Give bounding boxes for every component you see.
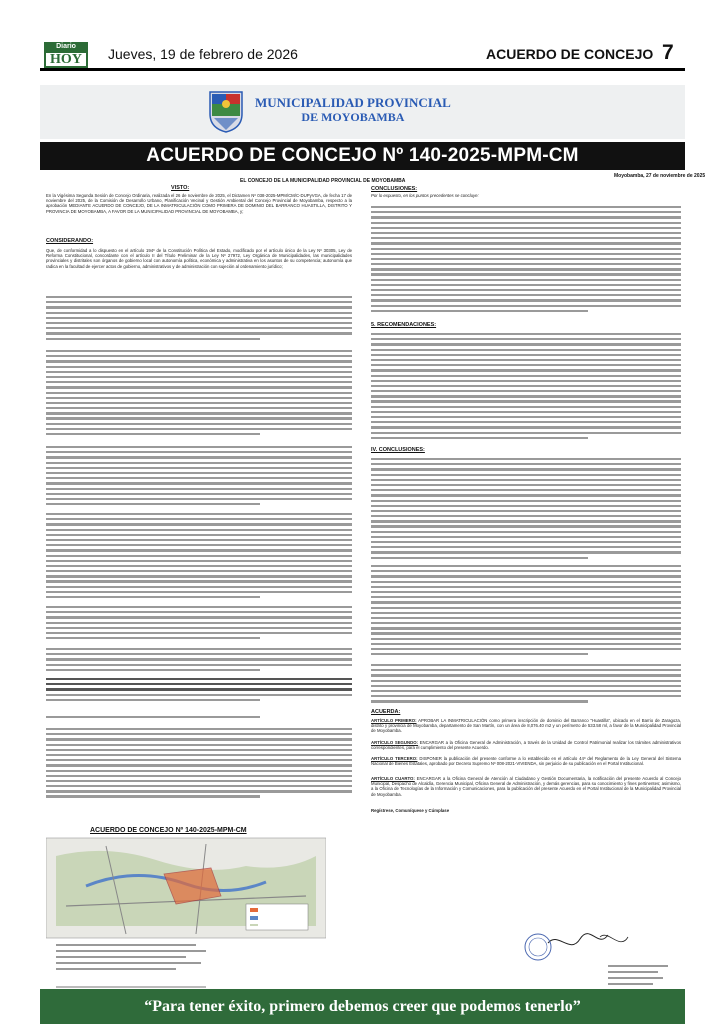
institution-name-line2: DE MOYOBAMBA: [301, 110, 405, 124]
body-text-block: [371, 206, 681, 315]
figure-title: ACUERDO DE CONCEJO Nº 140-2025-MPM-CM: [90, 827, 247, 834]
place-date: Moyobamba, 27 de noviembre de 2025: [614, 173, 706, 179]
body-text-block: [46, 296, 352, 343]
article-four-text: ENCARGAR a la Oficina General de Atención al Ciudadano y Gestión Documentaria, la notificación del presente Acuerdo al Concejo Municipal, Despacho de Alcaldía, Gerencia Municipal, Oficina General de Administración, y demás gerencias, para su conocimiento y fines pertinentes; asimismo, a la Oficina de Tecnologías de la Información y Comunicaciones, para la publicación del presente Acuerdo en el Portal Institucional de la Municipalidad Provincial de Moyobamba.: [371, 776, 681, 797]
article-four: [371, 776, 681, 797]
visto-heading: VISTO:: [171, 185, 190, 191]
iv-conclusiones-heading: IV. CONCLUSIONES:: [371, 447, 425, 453]
closing-formula: Regístrese, Comuníquese y Cúmplase: [371, 808, 450, 813]
acuerda-heading: ACUERDA:: [371, 709, 401, 715]
body-text-block: [46, 350, 352, 438]
body-text-block: [371, 333, 681, 442]
body-text-block: [371, 664, 681, 706]
body-text-block: [46, 648, 352, 674]
institution-name-line1: MUNICIPALIDAD PROVINCIAL: [255, 95, 451, 110]
article-two-label: ARTÍCULO SEGUNDO:: [371, 740, 418, 745]
article-one-text: APROBAR LA INMATRICULACIÓN como primera inscripción de dominio del Barranco "Huastilla", ubicado en el Barrio de Zaragoza, distrito y provincia de Moyobamba, departamento de San Martín, con un área de 8,076.40 m2 y un perímetro de 533.58 ml, a favor de la Municipalidad Provincial de Moyobamba.: [371, 718, 681, 734]
newspaper-logo[interactable]: [44, 42, 88, 68]
section-title: ACUERDO DE CONCEJO: [486, 46, 654, 62]
document-title: ACUERDO DE CONCEJO Nº 140-2025-MPM-CM: [146, 145, 579, 166]
article-one: [371, 718, 681, 734]
body-text-block: [371, 565, 681, 658]
issue-date: Jueves, 19 de febrero de 2026: [108, 46, 298, 62]
logo-top-text: Diario: [44, 42, 88, 51]
visto-text: En la Vigésima Segunda Sesión de Concejo Ordinaria, realizada el 26 de noviembre de 2025, el Dictamen Nº 038-2025-MPM/CM/C-DUPyVGA, de fecha 17 de noviembre del 2025, de la Comisión de Desarrollo Urbano, Planificación Vecinal y Gestión Ambiental del Concejo Provincial de Moyobamba, respecto a la aprobación MEDIANTE ACUERDO DE CONCEJO, DE LA INMATRICULACIÓN COMO PRIMERA DE DOMINIO DEL BARRANCO HUASTILLA, DISTRITO Y PROVINCIA DE MOYOBAMBA, A FAVOR DE LA MUNICIPALIDAD PROVINCIAL DE MOYOBAMBA, y;: [46, 193, 352, 214]
body-text-block: [371, 458, 681, 562]
page-header: [0, 0, 723, 72]
article-two: [371, 740, 681, 750]
location-map-figure: [46, 826, 326, 1008]
conclusiones-intro: Por lo expuesto, en los puntos precedentes se concluye:: [371, 193, 479, 198]
institution-name: [255, 96, 451, 124]
considerando-text: Que, de conformidad a lo dispuesto en el artículo 194º de la Constitución Política del Estado, modificado por el artículo único de la Ley Nº 30305, Ley de Reforma Constitucional, concordante con el artículo II del Título Preliminar de la Ley Nº 27972, Ley Orgánica de Municipalidades, las municipalidades provinciales y distritales son órganos de gobierno local con autonomía política, económica y administrativa en los asuntos de su competencia; autonomía que radica en la facultad de ejercer actos de gobierno, administrativos y de administración con sujeción al ordenamiento jurídico;: [46, 248, 352, 269]
conclusiones-heading: CONCLUSIONES:: [371, 186, 418, 192]
logo-brand-name: HOY: [44, 51, 88, 68]
article-two-text: ENCARGAR a la Oficina General de Administración, a través de la Unidad de Control Patrimonial realizar los trámites administrativos correspondientes, para el cumplimiento del presente Acuerdo.: [371, 740, 681, 751]
municipal-seal-icon: [206, 88, 246, 134]
recomendaciones-heading: 5. RECOMENDACIONES:: [371, 322, 437, 328]
article-three: [371, 756, 681, 766]
article-four-label: ARTÍCULO CUARTO:: [371, 776, 415, 781]
body-text-block: [46, 728, 352, 801]
body-text-block: [46, 446, 352, 508]
body-text-block: [46, 678, 352, 704]
header-divider: [40, 68, 685, 71]
article-three-label: ARTÍCULO TERCERO:: [371, 756, 418, 761]
body-text-block: [46, 513, 352, 601]
body-text-block: [46, 716, 352, 721]
considerando-heading: CONSIDERANDO:: [46, 238, 94, 244]
article-three-text: DISPONER la publicación del presente conforme a lo establecido en el artículo 44º del Reglamento de la Ley General del Sistema Nacional de Bienes Estatales, aprobado por Decreto Supremo Nº 008-2021-VIVIENDA, sin perjuicio de su publicación en el Portal Institucional.: [371, 756, 681, 767]
council-line: EL CONCEJO DE LA MUNICIPALIDAD PROVINCIAL DE MOYOBAMBA: [240, 178, 406, 184]
footer-quote-bar: [40, 989, 685, 1024]
footer-quote: “Para tener éxito, primero debemos creer que podemos tenerlo”: [144, 998, 581, 1015]
body-text-block: [46, 606, 352, 642]
article-one-label: ARTÍCULO PRIMERO:: [371, 718, 417, 723]
page-number: 7: [662, 41, 674, 64]
document-title-bar: [40, 142, 685, 170]
